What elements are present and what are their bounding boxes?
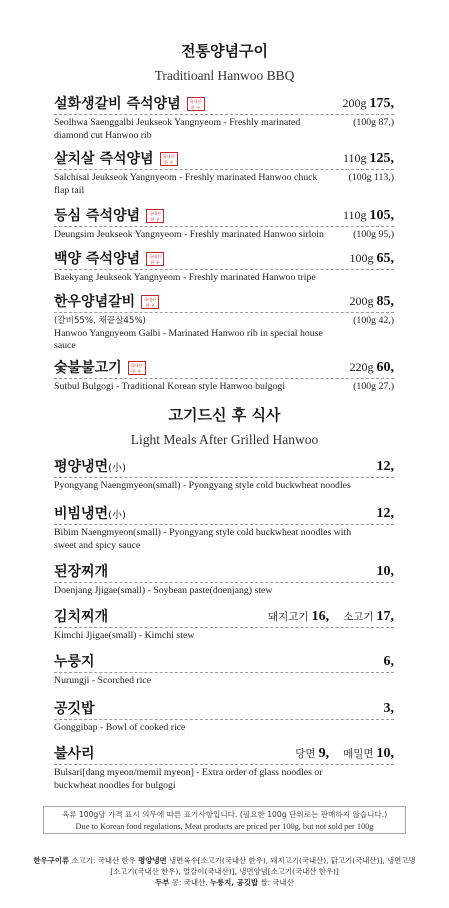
origin-label: 누룽지, 공깃밥: [209, 878, 259, 887]
item-size-tag: (小): [108, 510, 126, 521]
item-description: Nurungji - Scorched rice: [54, 675, 152, 686]
dotted-divider: [54, 378, 394, 379]
item-weight: 220g: [349, 360, 374, 374]
dotted-divider: [54, 114, 394, 115]
item-description: Hanwoo Yangnyeom Galbi - Marinated Hanwoo rib in special house sauce: [54, 327, 323, 351]
item-weight: 100g: [349, 251, 374, 265]
item-size-tag: (小): [108, 463, 126, 474]
option-label: 당면: [295, 748, 316, 760]
korean-hanwoo-badge-icon: 국내산 한 우: [160, 152, 178, 166]
item-price: 85,: [376, 294, 394, 309]
option-label: 메밀면: [343, 748, 374, 760]
menu-item-deungsim: [54, 205, 394, 240]
section-title-meals: 고기드신 후 식사: [168, 406, 281, 424]
option-price: 9,: [318, 746, 330, 761]
item-price-per-100g: (100g 42,): [353, 315, 394, 326]
dotted-divider: [54, 582, 394, 583]
meal-item-pyongyang-naengmyeon: [54, 456, 394, 491]
item-name: 설화생갈비 즉석양념: [54, 96, 181, 112]
item-price: 105,: [369, 208, 394, 223]
notice-english: Due to Korean food regulations, Meat products are priced per 100g, but not sold per 100g: [75, 822, 374, 831]
menu-item-seolhwa: [54, 93, 394, 141]
item-price: 6,: [383, 654, 394, 669]
menu-item-yangnyeom-galbi: [54, 291, 394, 351]
option-price: 10,: [376, 746, 394, 761]
item-description: Bibim Naengmyeon(small) - Pyongyang style cold buckwheat noodles with sweet and spicy sauce: [54, 527, 352, 551]
item-price-per-100g: (100g 87,): [353, 117, 394, 128]
item-description: Bulsari[dang myeon/memil myeon] - Extra order of glass noodles or buckwheat noodles for bulgogi: [54, 767, 323, 791]
item-price: 12,: [376, 506, 394, 521]
origin-text: 콩: 국내산,: [169, 878, 210, 887]
price-notice-box: [43, 806, 406, 834]
korean-hanwoo-badge-icon: 국내산 한 우: [187, 97, 205, 111]
item-name: 한우양념갈비: [54, 294, 136, 310]
item-description: Kimchi Jjigae(small) - Kimchi stew: [54, 630, 195, 641]
menu-item-salchisal: [54, 148, 394, 196]
origin-text: 소고기: 국내산 한우: [69, 856, 139, 865]
meal-item-nurungji: [54, 651, 394, 686]
menu-item-baekyang: [54, 248, 394, 283]
menu-item-bulgogi: [54, 357, 394, 392]
origin-text: 냉면육수[소고기(국내산 한우), 돼지고기(국내산), 닭고기(국내산)], 냉면고명[소고기(국내산 한우), 얼갈이(국내산)], 냉면양념[소고기(국내산 한우)]: [110, 856, 416, 876]
section-subtitle-meals: Light Meals After Grilled Hanwoo: [130, 432, 319, 447]
item-price: 10,: [376, 564, 394, 579]
item-name: 김치찌개: [54, 609, 109, 625]
item-name: 백양 즉석양념: [54, 251, 141, 267]
meal-item-kimchi-jjigae: [54, 606, 394, 641]
item-weight: 110g: [342, 151, 367, 165]
item-name: 누룽지: [54, 654, 95, 670]
option-label: 돼지고기: [267, 611, 309, 623]
item-description: Sutbul Bulgogi - Traditional Korean style Hanwoo bulgogi: [54, 381, 286, 392]
item-description: Pyongyang Naengmyeon(small) - Pyongyang style cold buckwheat noodles: [54, 480, 351, 491]
item-name: 공깃밥: [54, 701, 95, 717]
origin-label: 평양냉면: [138, 856, 167, 865]
item-description: Salchisal Jeukseok Yangnyeom - Freshly marinated Hanwoo chuck flap tail: [54, 172, 318, 196]
item-description-block: [54, 315, 324, 353]
option-label: 소고기: [343, 611, 374, 623]
item-ratio: (갈비55%, 채끝살45%): [54, 316, 146, 326]
option-price: 16,: [311, 609, 330, 624]
item-price: 125,: [369, 151, 394, 166]
dotted-divider: [54, 226, 394, 227]
origin-label: 한우구이류: [33, 856, 70, 865]
meal-item-gonggibap: [54, 698, 394, 733]
dotted-divider: [54, 524, 394, 525]
dotted-divider: [54, 672, 394, 673]
korean-hanwoo-badge-icon: 국내산 한 우: [146, 252, 164, 266]
meal-item-doenjang-jjigae: [54, 561, 394, 596]
dotted-divider: [54, 477, 394, 478]
section-subtitle-bbq: Traditioanl Hanwoo BBQ: [154, 68, 295, 83]
item-description: Seolhwa Saenggalbi Jeukseok Yangnyeom - Freshly marinated diamond cut Hanwoo rib: [54, 117, 301, 141]
item-description: Doenjang Jjigae(small) - Soybean paste(doenjang) stew: [54, 585, 273, 596]
dotted-divider: [54, 719, 394, 720]
item-price: 65,: [376, 251, 394, 266]
dotted-divider: [54, 269, 394, 270]
item-name: 평양냉면: [54, 459, 109, 475]
dotted-divider: [54, 764, 394, 765]
item-weight: 200g: [342, 96, 367, 110]
item-description: Baekyang Jeukseok Yangnyeom - Freshly marinated Hanwoo tripe: [54, 272, 316, 283]
korean-hanwoo-badge-icon: 국내산 한 우: [128, 361, 146, 375]
item-name: 살치살 즉석양념: [54, 151, 154, 167]
origin-text: 쌀: 국내산: [258, 878, 294, 887]
dotted-divider: [54, 627, 394, 628]
item-name: 등심 즉석양념: [54, 208, 141, 224]
notice-korean: 육류 100g당 가격 표시 의무에 따른 표기사항입니다. (필요한 100g 단위로는 판매하지 않습니다.): [61, 810, 388, 819]
korean-hanwoo-badge-icon: 국내산 한 우: [146, 209, 164, 223]
dotted-divider: [54, 169, 394, 170]
dotted-divider: [54, 312, 394, 313]
item-description: Deungsim Jeukseok Yangnyeom - Freshly marinated Hanwoo sirloin: [54, 229, 324, 240]
item-weight: 200g: [349, 294, 374, 308]
item-price-per-100g: (100g 27,): [353, 381, 394, 392]
korean-hanwoo-badge-icon: 국내산 한 우: [141, 295, 159, 309]
item-price: 60,: [376, 360, 394, 375]
option-price: 17,: [376, 609, 394, 624]
meal-item-bulsari: [54, 743, 394, 791]
origin-info: [30, 855, 419, 888]
origin-label: 두부: [155, 878, 170, 887]
item-name: 숯불불고기: [54, 360, 122, 376]
item-price: 12,: [376, 459, 394, 474]
item-name: 비빔냉면: [54, 506, 109, 522]
item-weight: 110g: [342, 208, 367, 222]
item-price-per-100g: (100g 95,): [353, 229, 394, 240]
item-name: 된장찌개: [54, 564, 109, 580]
item-price-per-100g: (100g 113,): [348, 172, 394, 183]
item-price: 175,: [369, 96, 394, 111]
item-price: 3,: [383, 701, 394, 716]
section-title-bbq: 전통양념구이: [181, 42, 268, 60]
item-description: Gonggibap - Bowl of cooked rice: [54, 722, 186, 733]
item-name: 불사리: [54, 746, 95, 762]
meal-item-bibim-naengmyeon: [54, 503, 394, 551]
